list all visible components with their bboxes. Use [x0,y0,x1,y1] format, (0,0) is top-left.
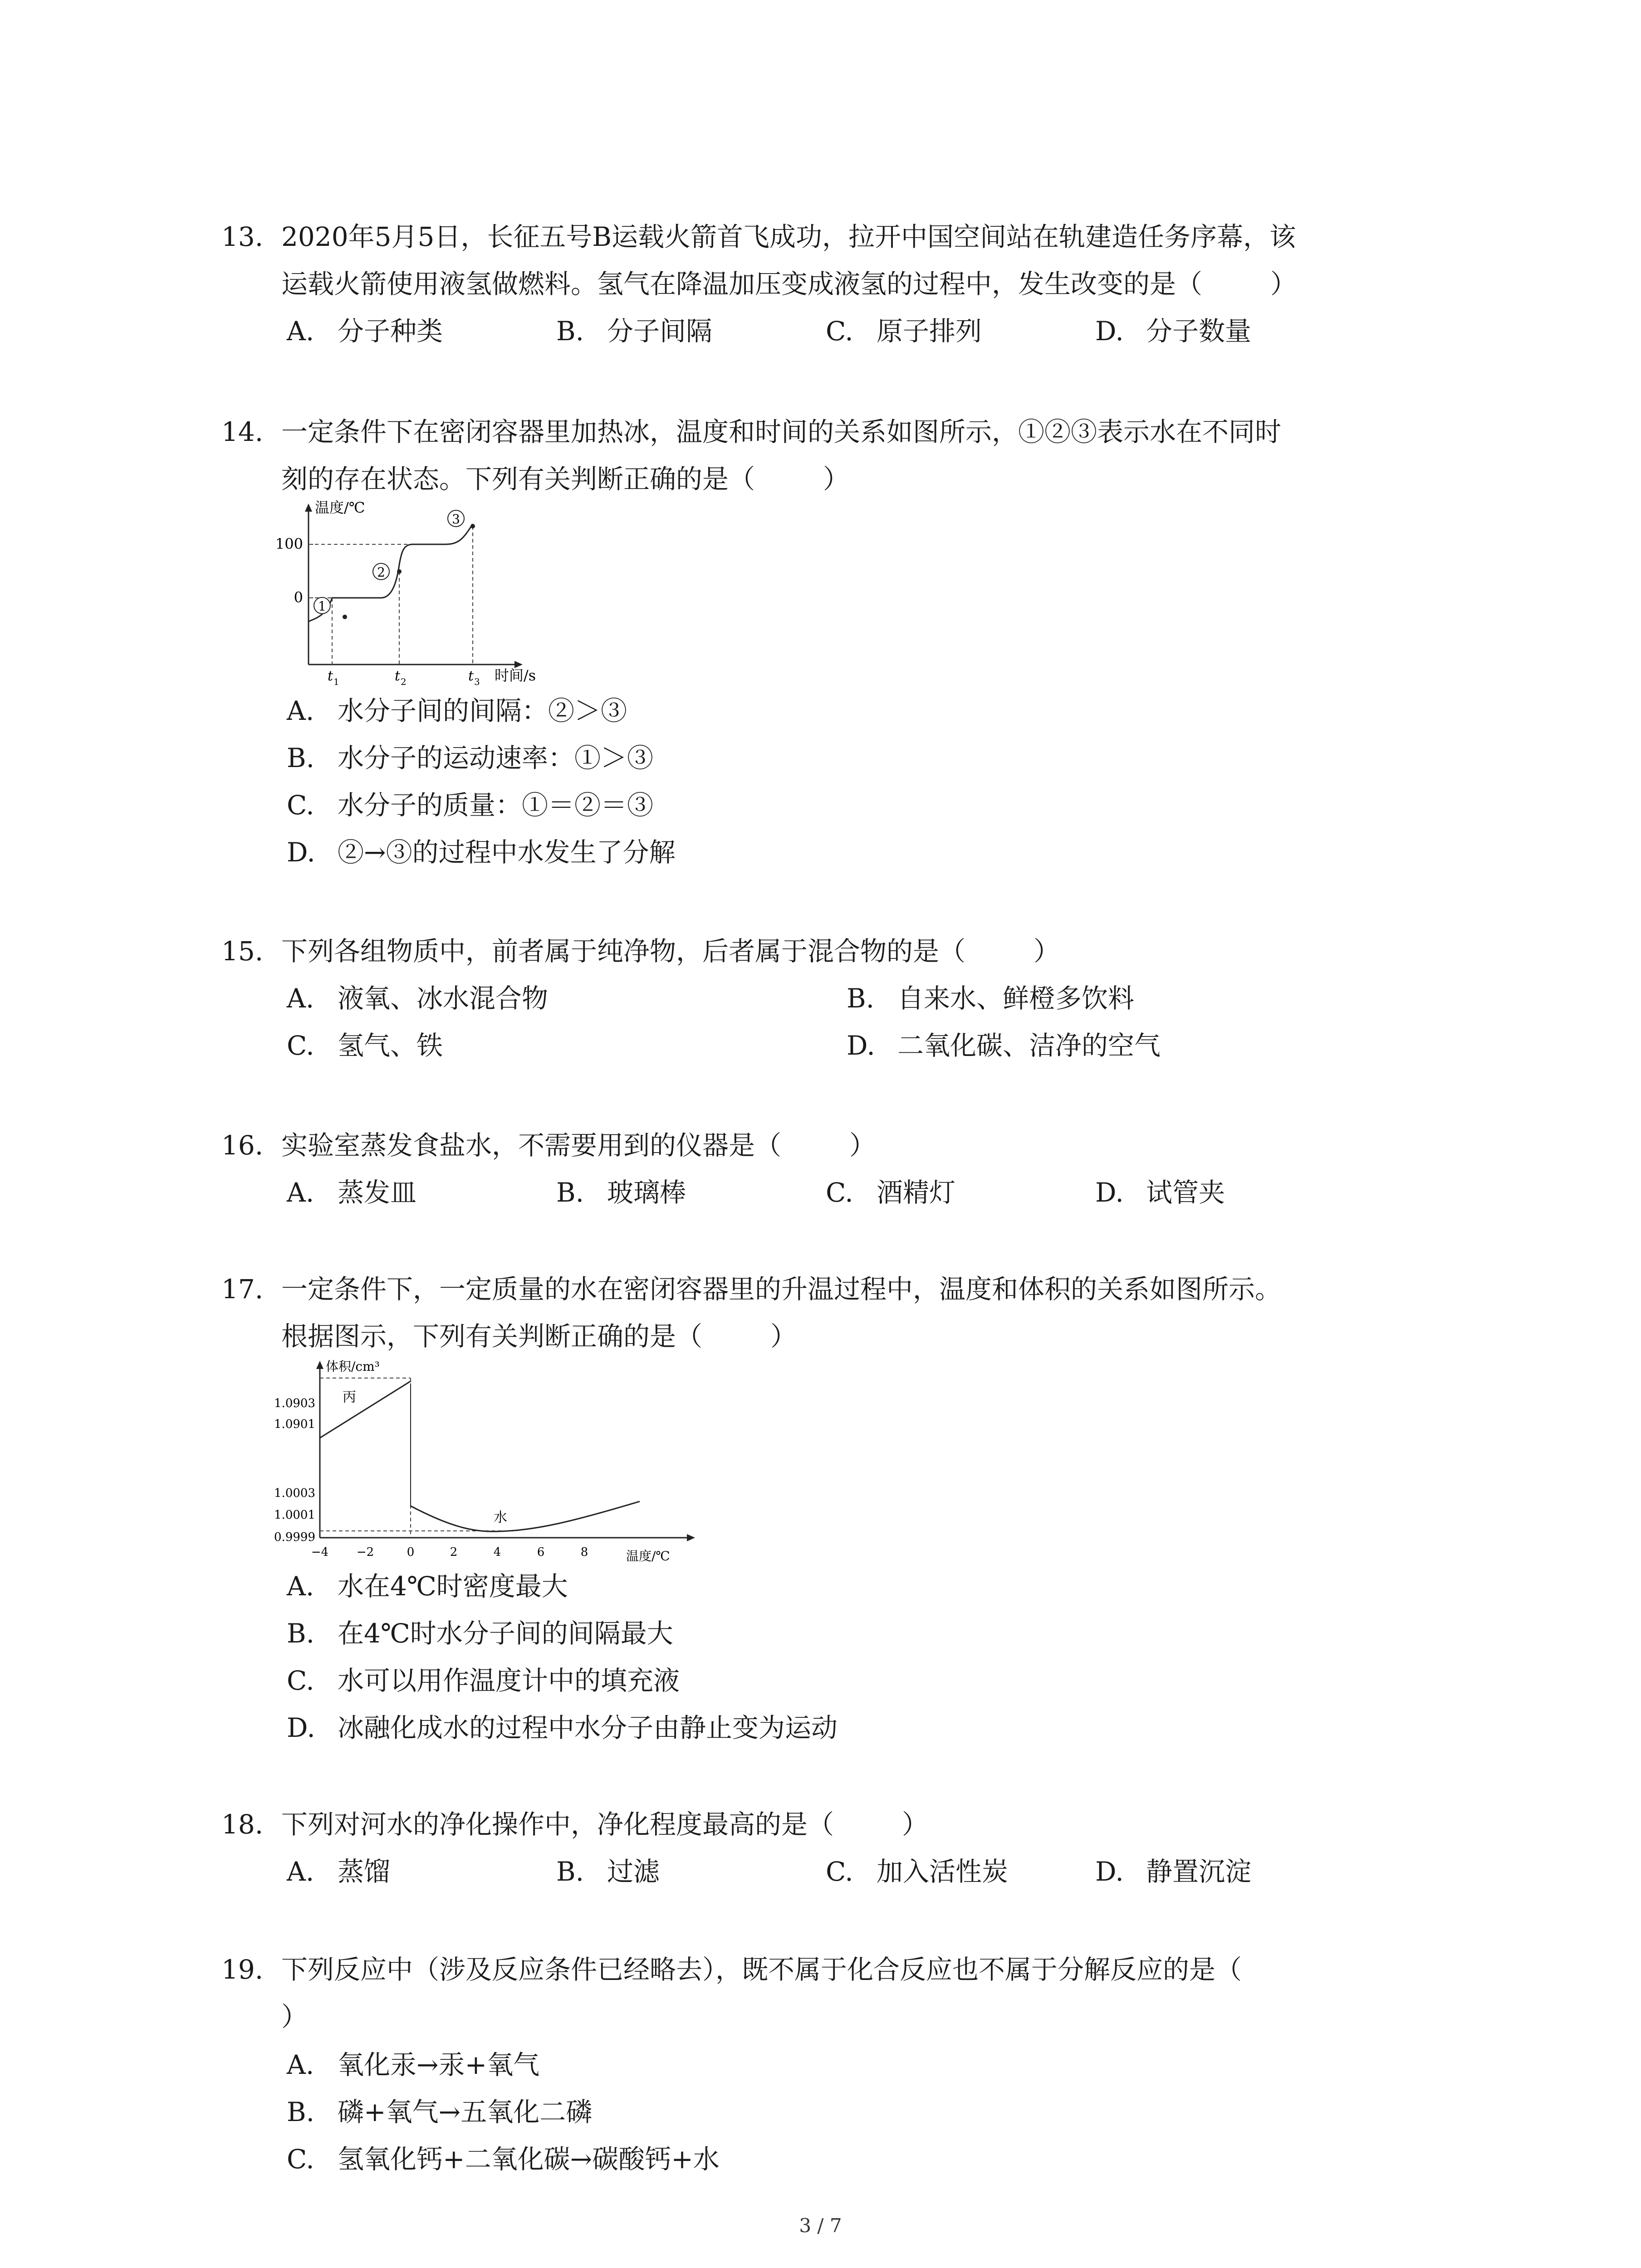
option-b[interactable]: B. 自来水、鲜橙多饮料 [847,983,1135,1014]
page-number: 3 / 7 [799,2214,842,2237]
option-d[interactable]: D. ②→③的过程中水发生了分解 [287,837,676,868]
option-b[interactable]: B. 水分子的运动速率：①＞③ [287,743,654,773]
xtick-t3: t [468,668,474,684]
option-a[interactable]: A. 液氧、冰水混合物 [287,983,549,1014]
question-stem-line1: 实验室蒸发食盐水，不需要用到的仪器是（ ） [281,1130,876,1161]
question-stem-line1: 2020年5月5日，长征五号B运载火箭首飞成功，拉开中国空间站在轨建造任务序幕，该 [281,221,1296,252]
option-c[interactable]: C. 酒精灯 [826,1177,956,1208]
xtick-label: 0 [407,1545,415,1559]
option-c[interactable]: C. 氢气、铁 [287,1030,443,1061]
ice-volume-line [320,1381,411,1438]
y-axis-arrow [316,1361,323,1369]
temperature-time-figure [268,499,540,689]
xtick-t1: t [328,668,333,684]
option-a[interactable]: A. 分子种类 [287,316,443,347]
xtick-label: 4 [493,1545,501,1559]
option-a[interactable]: A. 蒸馏 [287,1856,391,1887]
option-a[interactable]: A. 水分子间的间隔：②＞③ [287,695,627,726]
option-b[interactable]: B. 磷+氧气→五氧化二磷 [287,2097,593,2127]
ytick-label: 1.0903 [274,1397,315,1410]
heating-curve [309,524,473,621]
x-axis-arrow [687,1534,695,1541]
ytick-label: 1.0901 [274,1418,315,1431]
question-number: 17. [221,1274,264,1305]
question-stem-line1: 一定条件下在密闭容器里加热冰，温度和时间的关系如图所示，①②③表示水在不同时 [281,416,1282,447]
question-number: 19. [221,1954,264,1985]
y-axis-label: 温度/℃ [315,499,365,516]
question-number: 15. [221,936,264,967]
xtick-label: −4 [311,1545,329,1559]
xtick-label: 2 [450,1545,458,1559]
question-number: 16. [221,1130,264,1161]
y-axis-label: 体积/cm³ [326,1359,380,1374]
option-c[interactable]: C. 水分子的质量：①＝②＝③ [287,790,654,821]
xtick-t2: t [395,668,401,684]
option-c[interactable]: C. 加入活性炭 [826,1856,1009,1887]
question-stem-line1: 一定条件下，一定质量的水在密闭容器里的升温过程中，温度和体积的关系如图所示。 [281,1274,1282,1305]
y-axis-arrow [305,503,312,512]
question-stem-line2: 运载火箭使用液氢做燃料。氢气在降温加压变成液氢的过程中，发生改变的是（ ） [281,269,1297,299]
option-d[interactable]: D. 二氧化碳、洁净的空气 [847,1030,1161,1061]
xtick-t2-sub: 2 [401,676,407,687]
question-number: 14. [221,416,264,447]
state-label-2: 2 [377,565,385,580]
option-b[interactable]: B. 玻璃棒 [556,1177,686,1208]
option-c[interactable]: C. 原子排列 [826,316,982,347]
option-b[interactable]: B. 在4℃时水分子间的间隔最大 [287,1618,673,1649]
ytick-100: 100 [275,535,303,552]
option-d[interactable]: D. 试管夹 [1095,1177,1225,1208]
x-axis-label: 温度/℃ [626,1549,670,1564]
question-stem-line2: 根据图示，下列有关判断正确的是（ ） [281,1321,797,1352]
x-axis-label: 时间/s [495,667,536,684]
xtick-t1-sub: 1 [333,676,339,687]
question-number: 13. [221,221,264,252]
option-b[interactable]: B. 过滤 [556,1856,660,1887]
option-d[interactable]: D. 静置沉淀 [1095,1856,1252,1887]
ytick-label: 1.0001 [274,1508,315,1522]
option-d[interactable]: D. 冰融化成水的过程中水分子由静止变为运动 [287,1712,838,1743]
option-a[interactable]: A. 蒸发皿 [287,1177,417,1208]
ice-label: 丙 [343,1389,356,1405]
question-stem-line2: ） [281,2001,308,2032]
volume-temperature-figure [263,1356,699,1565]
state-label-1: 1 [318,599,326,614]
ytick-label: 0.9999 [274,1530,315,1544]
xtick-label: 6 [537,1545,545,1559]
question-stem-line1: 下列各组物质中，前者属于纯净物，后者属于混合物的是（ ） [281,936,1060,967]
question-stem-line2: 刻的存在状态。下列有关判断正确的是（ ） [281,464,850,494]
state-label-3: 3 [452,512,460,527]
question-stem-line1: 下列反应中（涉及反应条件已经略去），既不属于化合反应也不属于分解反应的是（ [281,1954,1242,1985]
xtick-label: −2 [356,1545,374,1559]
xtick-label: 8 [580,1545,588,1559]
water-label: 水 [494,1510,507,1525]
option-b[interactable]: B. 分子间隔 [556,316,713,347]
question-number: 18. [221,1809,264,1840]
water-volume-curve [411,1501,640,1531]
question-stem-line1: 下列对河水的净化操作中，净化程度最高的是（ ） [281,1809,929,1840]
option-c[interactable]: C. 水可以用作温度计中的填充液 [287,1665,680,1696]
ytick-0: 0 [294,589,303,606]
option-a[interactable]: A. 氧化汞→汞+氧气 [287,2049,540,2080]
option-c[interactable]: C. 氢氧化钙+二氧化碳→碳酸钙+水 [287,2144,720,2175]
option-a[interactable]: A. 水在4℃时密度最大 [287,1571,568,1602]
option-d[interactable]: D. 分子数量 [1095,316,1252,347]
xtick-t3-sub: 3 [474,676,480,687]
ytick-label: 1.0003 [274,1486,315,1500]
